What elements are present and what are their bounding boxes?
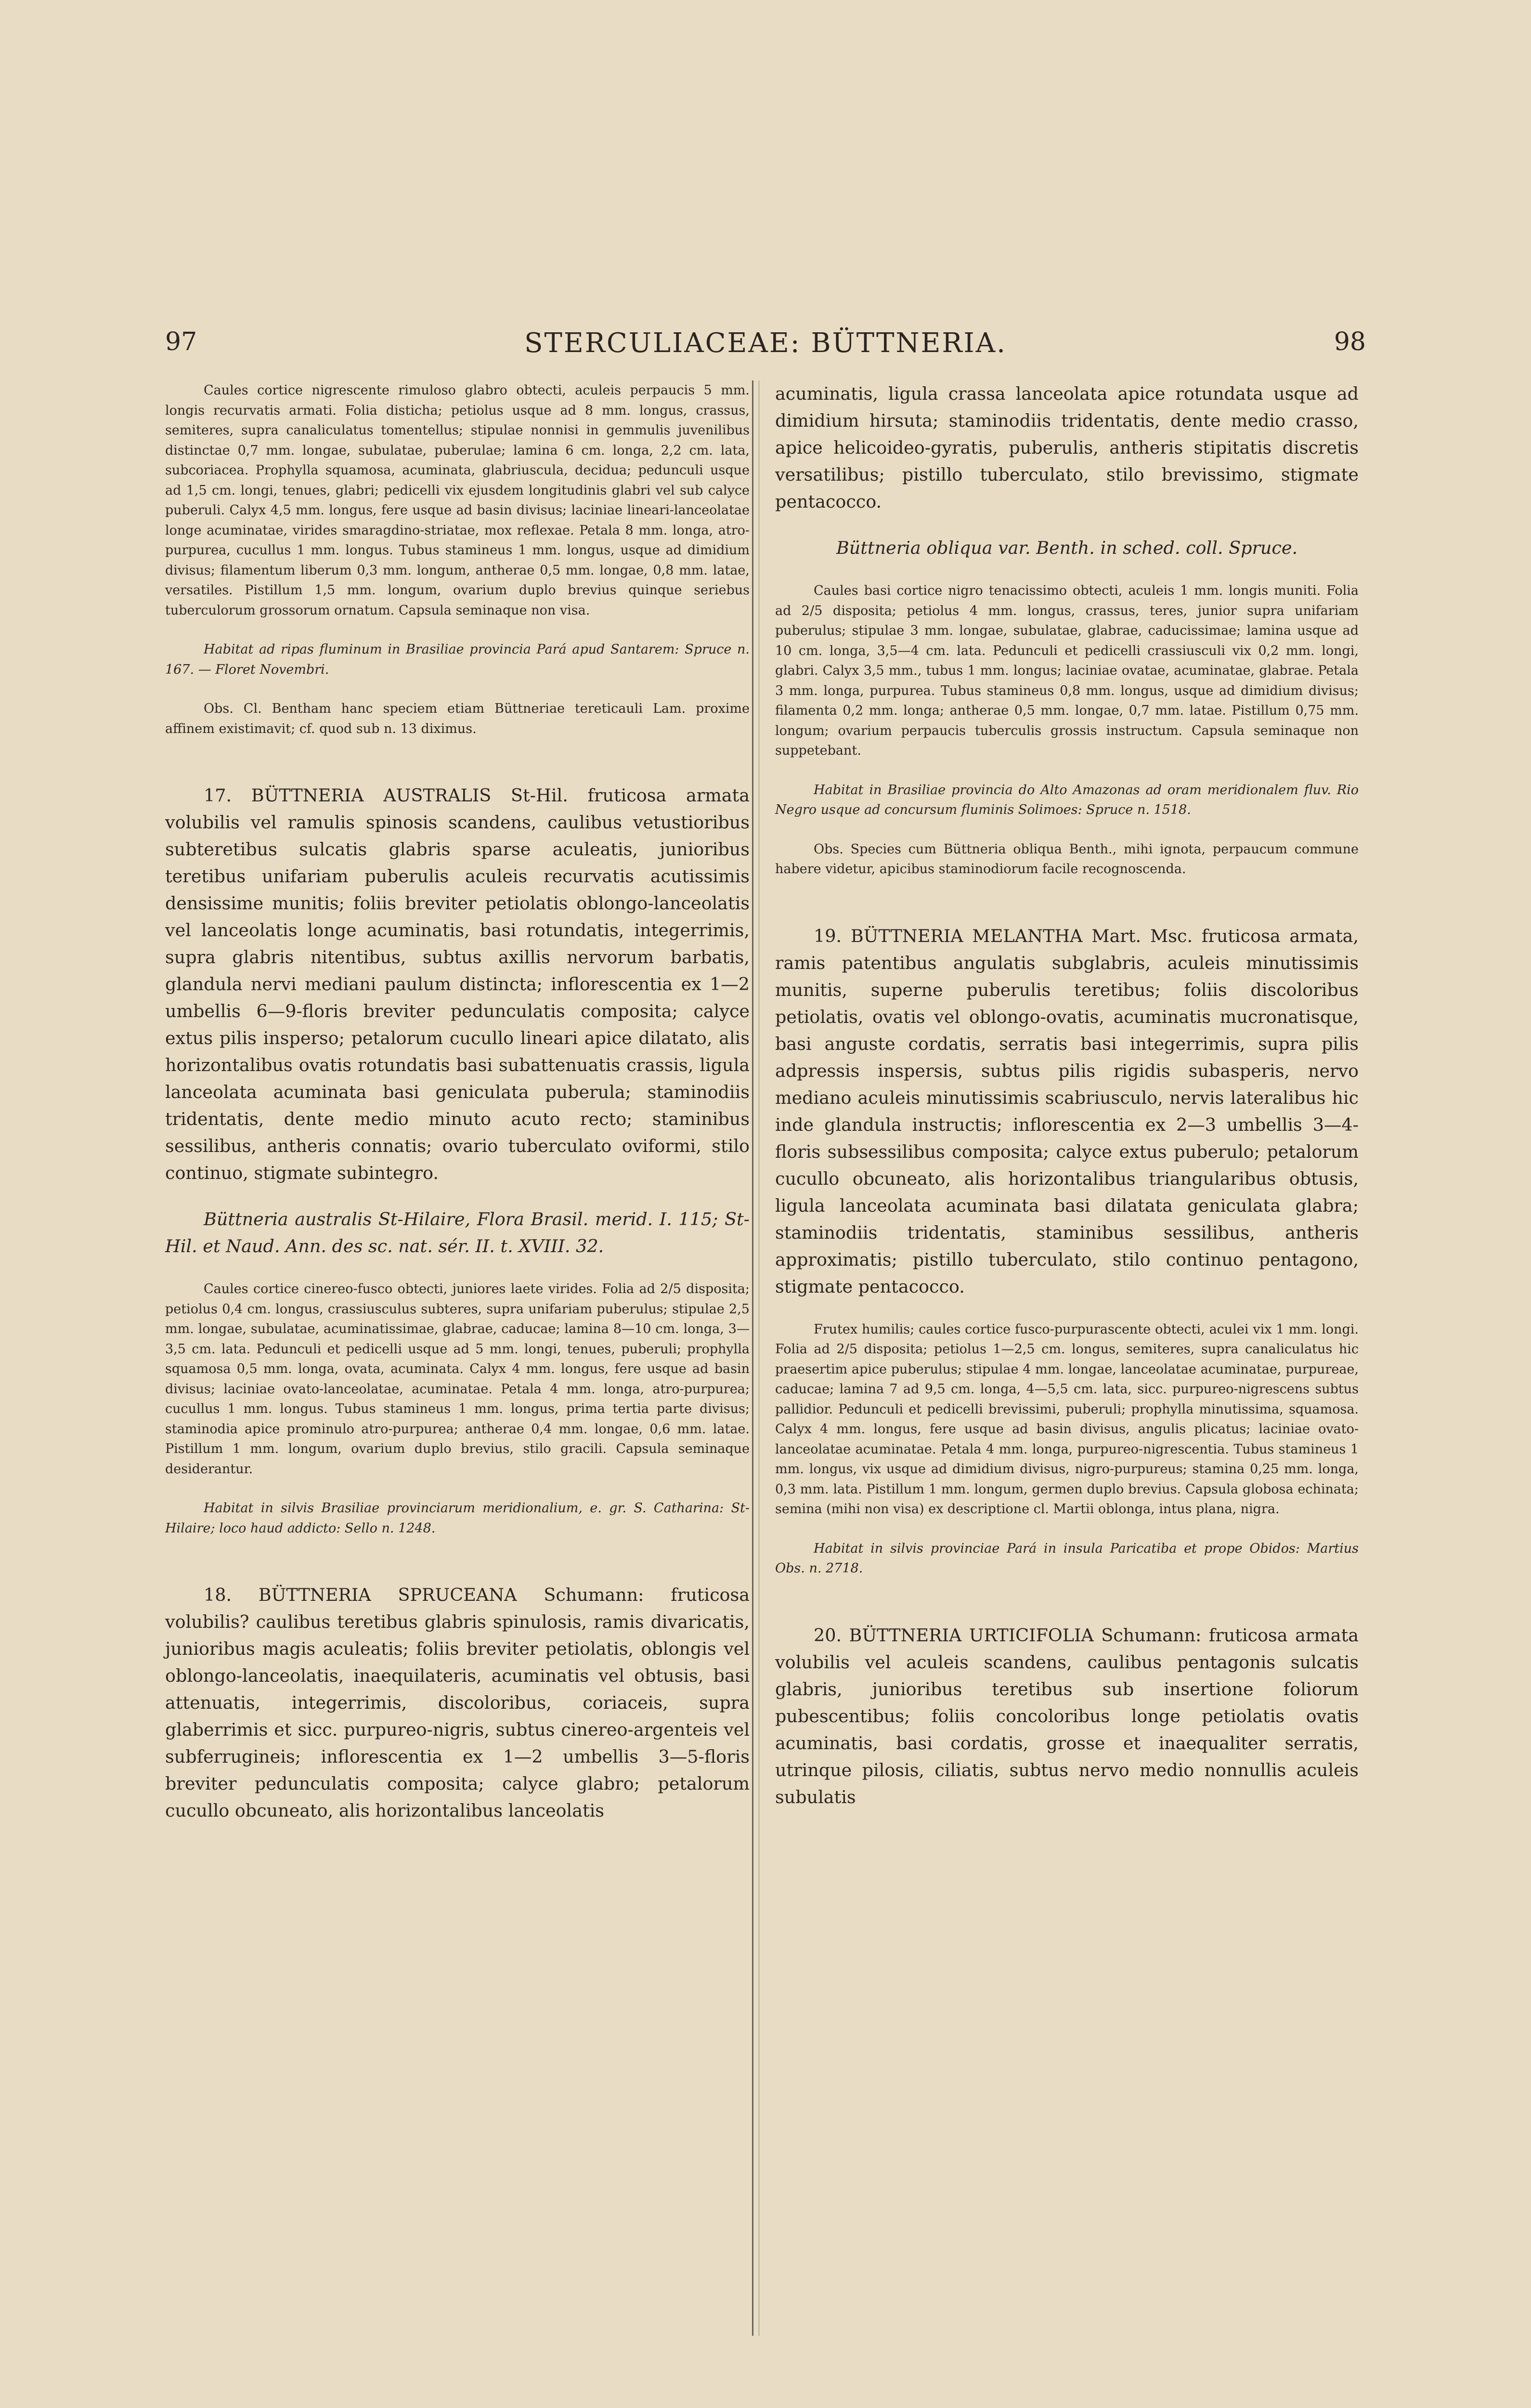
species-18-diagnosis: 18. BÜTTNERIA SPRUCEANA Schumann: fruticosa volubilis? caulibus teretibus glabris spinulosis, ramis divaricatis, junioribus magis aculeatis; foliis breviter petiolatis, oblongis vel oblongo-lanceolatis, inaequilateris, acuminatis vel obtusis, basi attenuatis, integerrimis, discoloribus, coriaceis, supra glaberrimis et sicc. purpureo-nigris, subtus cinereo-argenteis vel subferrugineis; inflorescentia ex 1—2 umbellis 3—5-floris breviter pedunculatis composita; calyce glabro; petalorum cucullo obcuneato, alis horizontalibus lanceolatis (165, 1584, 750, 1821)
column-rule (752, 380, 753, 2336)
left-column (165, 380, 750, 1824)
species-18-reference: Büttneria obliqua var. Benth. in sched. coll. Spruce. (836, 537, 1298, 558)
running-header (0, 327, 1531, 366)
running-title: STERCULIACEAE: BÜTTNERIA. (524, 327, 1007, 359)
observation-16: Obs. Cl. Bentham hanc speciem etiam Büttneriae tereticauli Lam. proxime affinem existimavit; cf. quod sub n. 13 diximus. (165, 701, 750, 736)
species-19-habitat: Habitat in silvis provinciae Pará in insula Paricatiba et prope Obidos: Martius Obs. n. 2718. (775, 1541, 1359, 1576)
species-19-description: Frutex humilis; caules cortice fusco-purpurascente obtecti, aculei vix 1 mm. longi. Folia ad 2/5 disposita; petiolus 1—2,5 cm. longus, semiteres, supra canaliculatus hic praesertim apice puberulus; stipulae 4 mm. longae, lanceolatae acuminatae, purpureae, caducae; lamina 7 ad 9,5 cm. longa, 4—5,5 cm. lata, sicc. purpureo-nigrescens subtus pallidior. Pedunculi et pedicelli brevissimi, puberuli; prophylla minutissima, squamosa. Calyx 4 mm. longus, fere usque ad basin divisus, angulis plicatus; laciniae ovato-lanceolatae acuminatae. Petala 4 mm. longa, purpureo-nigrescentia. Tubus stamineus 1 mm. longus, vix usque ad dimidium divisus, nigro-purpureus; stamina 0,25 mm. longa, 0,3 mm. lata. Pistillum 1 mm. longum, germen duplo brevius. Capsula globosa echinata; semina (mihi non visa) ex descriptione cl. Martii oblonga, intus plana, nigra. (775, 1322, 1359, 1517)
species-18-habitat: Habitat in Brasiliae provincia do Alto Amazonas ad oram meridionalem fluv. Rio Negro usque ad concursum fluminis Solimoes: Spruce n. 1518. (775, 782, 1359, 817)
right-column (775, 380, 1359, 1811)
species-17-habitat: Habitat in silvis Brasiliae provinciarum meridionalium, e. gr. S. Catharina: St-Hilaire; loco haud addicto: Sello n. 1248. (165, 1501, 750, 1536)
species-20-diagnosis: 20. BÜTTNERIA URTICIFOLIA Schumann: fruticosa armata volubilis vel aculeis scandens, caulibus pentagonis sulcatis glabris, junioribus teretibus sub insertione foliorum pubescentibus; foliis concoloribus longe petiolatis ovatis acuminatis, basi cordatis, grosse et inaequaliter serratis, utrinque pilosis, ciliatis, subtus nervo medio nonnullis aculeis subulatis (775, 1624, 1359, 1807)
species-18-observation: Obs. Species cum Büttneria obliqua Benth., mihi ignota, perpaucum commune habere videtur, apicibus staminodiorum facile recognoscenda. (775, 841, 1359, 877)
species-18-description: Caules basi cortice nigro tenacissimo obtecti, aculeis 1 mm. longis muniti. Folia ad 2/5 disposita; petiolus 4 mm. longus, crassus, teres, junior supra unifariam puberulus; stipulae 3 mm. longae, subulatae, glabrae, caducissimae; lamina usque ad 10 cm. longa, 3,5—4 cm. lata. Pedunculi et pedicelli crassiusculi vix 0,2 mm. longi, glabri. Calyx 3,5 mm., tubus 1 mm. longus; laciniae ovatae, acuminatae, glabrae. Petala 3 mm. longa, purpurea. Tubus stamineus 0,8 mm. longus, usque ad dimidium divisus; filamenta 0,2 mm. longa; antherae 0,5 mm. longae, 0,7 mm. latae. Pistillum 0,75 mm. longum; ovarium perpaucis tuberculis grossis instructum. Capsula seminaque non suppetebant. (775, 583, 1359, 758)
species-19-diagnosis: 19. BÜTTNERIA MELANTHA Mart. Msc. fruticosa armata, ramis patentibus angulatis subglabris, aculeis minutissimis munitis, superne puberulis teretibus; foliis discoloribus petiolatis, ovatis vel oblongo-ovatis, acuminatis mucronatisque, basi anguste cordatis, serratis basi integerrimis, supra pilis adpressis inspersis, subtus pilis rigidis subasperis, nervo mediano aculeis minutissimis scabriusculo, nervis lateralibus hic inde glandula instructis; inflorescentia ex 2—3 umbellis 3—4-floris subsessilibus composita; calyce extus puberulo; petalorum cucullo obcuneato, alis horizontalibus triangularibus obtusis, ligula lanceolata acuminata basi dilatata geniculata glabra; staminodiis tridentatis, staminibus sessilibus, antheris approximatis; pistillo tuberculato, stilo continuo pentagono, stigmate pentacocco. (775, 925, 1359, 1297)
habitat-16: Habitat ad ripas fluminum in Brasiliae provincia Pará apud Santarem: Spruce n. 167. — Floret Novembri. (165, 642, 750, 677)
page-number-right: 98 (1334, 327, 1366, 356)
species-18-diagnosis-continued: acuminatis, ligula crassa lanceolata apice rotundata usque ad dimidium hirsuta; staminodiis tridentatis, dente medio crasso, apice helicoideo-gyratis, puberulis, antheris stipitatis discretis versatilibus; pistillo tuberculato, stilo brevissimo, stigmate pentacocco. (775, 383, 1359, 512)
species-17-reference: Büttneria australis St-Hilaire, Flora Brasil. merid. I. 115; St-Hil. et Naud. Ann. des sc. nat. sér. II. t. XVIII. 32. (165, 1209, 750, 1256)
page-number-left: 97 (165, 327, 197, 356)
species-17-description: Caules cortice cinereo-fusco obtecti, juniores laete virides. Folia ad 2/5 disposita; petiolus 0,4 cm. longus, crassiusculus subteres, supra unifariam puberulus; stipulae 2,5 mm. longae, subulatae, acuminatissimae, glabrae, caducae; lamina 8—10 cm. longa, 3—3,5 cm. lata. Pedunculi et pedicelli usque ad 5 mm. longi, tenues, puberuli; prophylla squamosa 0,5 mm. longa, ovata, acuminata. Calyx 4 mm. longus, fere usque ad basin divisus; laciniae ovato-lanceolatae, acuminatae. Petala 4 mm. longa, atro-purpurea; cucullus 1 mm. longus. Tubus stamineus 1 mm. longus, prima tertia parte divisus; staminodia apice prominulo atro-purpurea; antherae 0,4 mm. longae, 0,6 mm. latae. Pistillum 1 mm. longum, ovarium duplo brevius, stilo gracili. Capsula seminaque desiderantur. (165, 1282, 750, 1477)
species-17-diagnosis: 17. BÜTTNERIA AUSTRALIS St-Hil. fruticosa armata volubilis vel ramulis spinosis scandens, caulibus vetustioribus subteretibus sulcatis glabris sparse aculeatis, junioribus teretibus unifariam puberulis aculeis recurvatis acutissimis densissime munitis; foliis breviter petiolatis oblongo-lanceolatis vel lanceolatis longe acuminatis, basi rotundatis, integerrimis, supra glabris nitentibus, subtus axillis nervorum barbatis, glandula nervi mediani paulum distincta; inflorescentia ex 1—2 umbellis 6—9-floris breviter pedunculatis composita; calyce extus pilis insperso; petalorum cucullo lineari apice dilatato, alis horizontalibus ovatis rotundatis basi subattenuatis crassis, ligula lanceolata acuminata basi geniculata puberula; staminodiis tridentatis, dente medio minuto acuto recto; staminibus sessilibus, antheris connatis; ovario tuberculato oviformi, stilo continuo, stigmate subintegro. (165, 785, 750, 1183)
description-16: Caules cortice nigrescente rimuloso glabro obtecti, aculeis perpaucis 5 mm. longis recurvatis armati. Folia disticha; petiolus usque ad 8 mm. longus, crassus, semiteres, supra canaliculatus tomentellus; stipulae nonnisi in gemmulis juvenilibus distinctae 0,7 mm. longae, subulatae, puberulae; lamina 6 cm. longa, 2,2 cm. lata, subcoriacea. Prophylla squamosa, acuminata, glabriuscula, decidua; pedunculi usque ad 1,5 cm. longi, tenues, glabri; pedicelli vix ejusdem longitudinis glabri vel sub calyce puberuli. Calyx 4,5 mm. longus, fere usque ad basin divisus; laciniae lineari-lanceolatae longe acuminatae, virides smaragdino-striatae, mox reflexae. Petala 8 mm. longa, atro-purpurea, cucullus 1 mm. longus. Tubus stamineus 1 mm. longus, usque ad dimidium divisus; filamentum liberum 0,3 mm. longum, antherae 0,5 mm. longae, 0,8 mm. latae, versatiles. Pistillum 1,5 mm. longum, ovarium duplo brevius quinque seriebus tuberculorum grossorum ornatum. Capsula seminaque non visa. (165, 383, 750, 618)
